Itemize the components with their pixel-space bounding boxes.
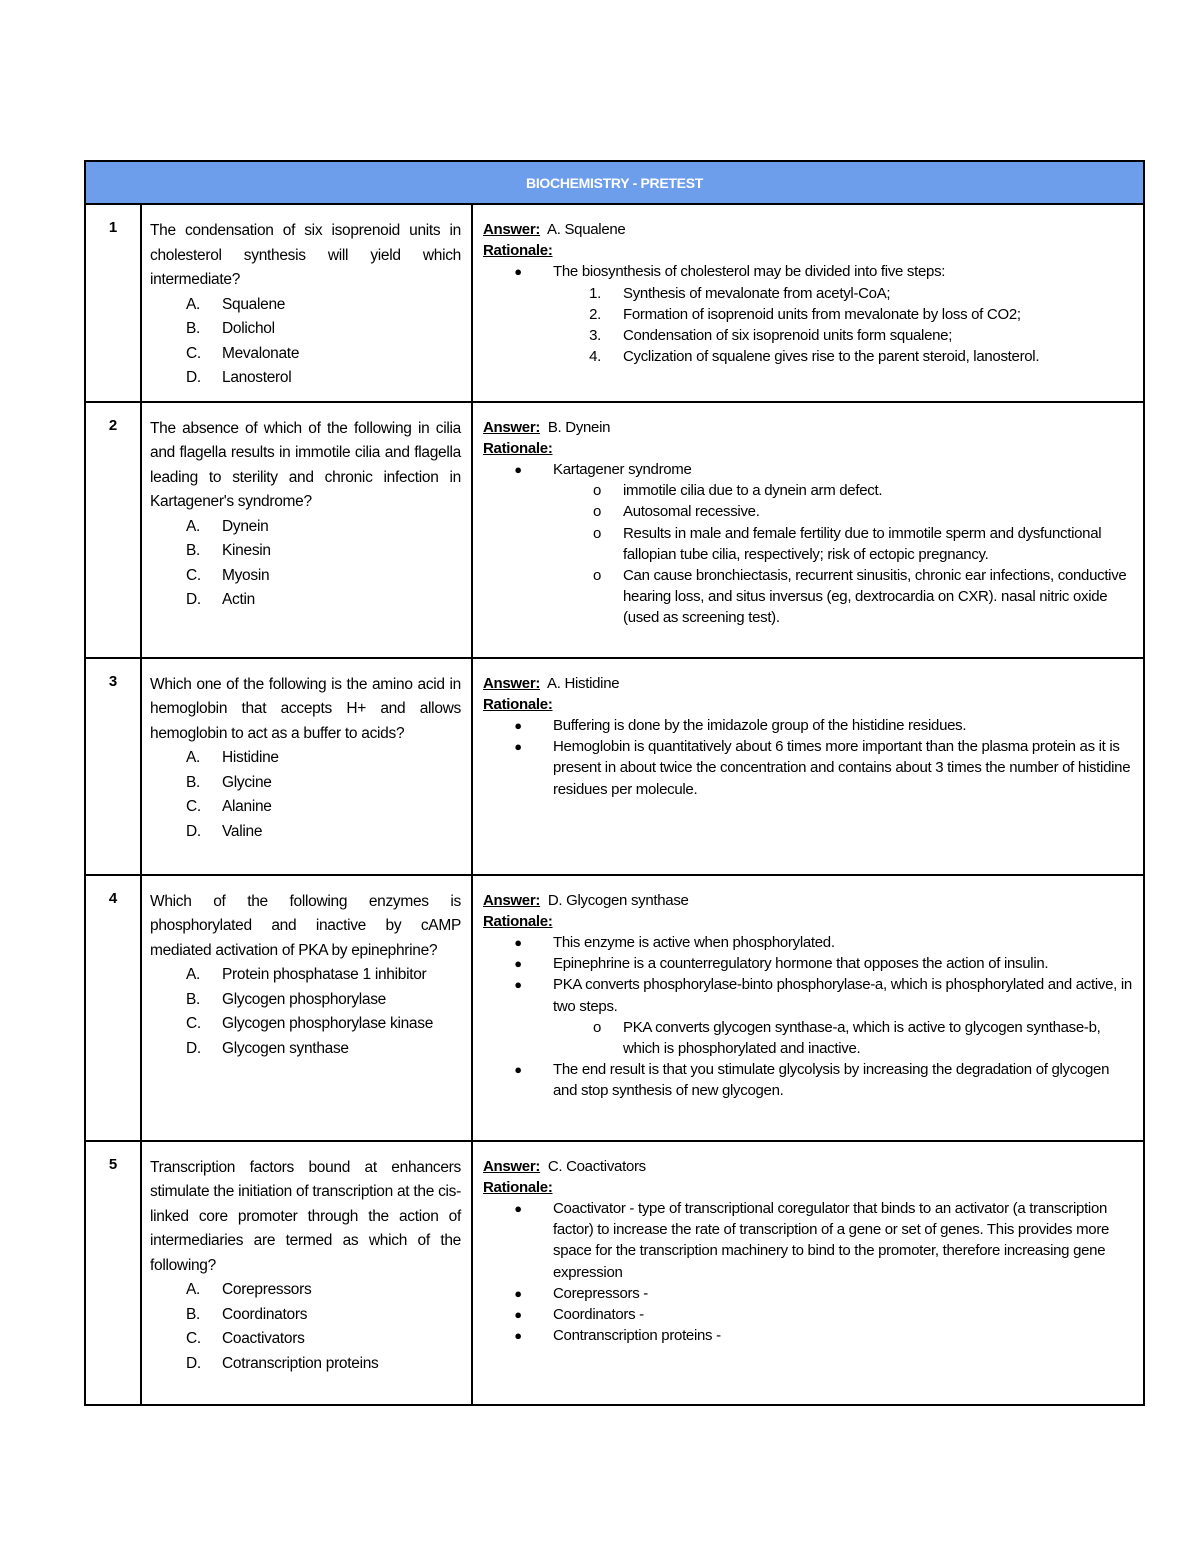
choice-list <box>150 963 461 1061</box>
choice-item: D. Lanosterol <box>186 369 292 386</box>
question-cell <box>141 1141 472 1405</box>
question-number: 2 <box>85 402 141 658</box>
choice-item: B. Glycine <box>186 773 272 791</box>
answer-cell <box>472 658 1144 875</box>
choice-item: A. Protein phosphatase 1 inhibitor <box>186 966 427 983</box>
choice-item: C. Mevalonate <box>186 344 300 362</box>
pretest-table <box>84 160 1145 1406</box>
bullet-item: ● Corepressors - <box>514 1284 648 1302</box>
choice-item: A. Squalene <box>186 295 286 313</box>
choice-list <box>150 515 461 613</box>
rationale-label: Rationale: <box>483 242 553 260</box>
rationale-label: Rationale: <box>483 912 553 930</box>
choice-item: B. Coordinators <box>186 1305 308 1323</box>
bullet-item: ● Epinephrine is a counterregulatory hormone that opposes the action of insulin. <box>514 955 1049 973</box>
question-cell <box>141 658 472 875</box>
choice-item: A. Dynein <box>186 517 269 535</box>
choice-item: C. Coactivators <box>186 1330 305 1347</box>
answer-line: Answer: B. Dynein <box>483 418 611 436</box>
choice-item: B. Dolichol <box>186 320 275 337</box>
bullet-item: ● The end result is that you stimulate glycolysis by increasing the degradation of glycogen and stop synthesis of new glycogen. <box>514 1061 1110 1100</box>
sub-item: 4. Cyclization of squalene gives rise to the parent steroid, lanosterol. <box>589 348 1040 366</box>
rationale-label: Rationale: <box>483 695 553 713</box>
table-row <box>85 875 1144 1141</box>
table-row <box>85 1141 1144 1405</box>
answer-cell <box>472 1141 1144 1405</box>
answer-cell <box>472 875 1144 1141</box>
bullet-item: ● Coactivator - type of transcriptional coregulator that binds to an activator (a transcription factor) to increase the rate of transcription of a gene or set of genes. This provides more space for the transcription machinery to bind to the promoter, therefore increasing gene expression <box>514 1199 1110 1281</box>
choice-item: C. Myosin <box>186 566 270 584</box>
bullet-item: ● The biosynthesis of cholesterol may be divided into five steps: <box>514 263 946 281</box>
sub-item: o immotile cilia due to a dynein arm defect. <box>592 482 883 500</box>
sub-item: 3. Condensation of six isoprenoid units form squalene; <box>589 327 953 345</box>
question-stem: The condensation of six isoprenoid units in cholesterol synthesis will yield which intermediate? <box>150 222 461 288</box>
choice-item: D. Actin <box>186 591 255 608</box>
answer-line: Answer: A. Squalene <box>483 221 626 238</box>
table-row <box>85 204 1144 402</box>
choice-item: B. Kinesin <box>186 542 271 559</box>
answer-cell <box>472 204 1144 402</box>
sub-item: o PKA converts glycogen synthase-a, which is active to glycogen synthase-b, which is phosphorylated and inactive. <box>592 1018 1101 1057</box>
question-stem: The absence of which of the following in cilia and flagella results in immotile cilia and flagella leading to sterility and chronic infection in Kartagener's syndrome? <box>150 419 461 510</box>
choice-list <box>150 293 461 391</box>
choice-item: B. Glycogen phosphorylase <box>186 990 387 1008</box>
bullet-item: ● This enzyme is active when phosphorylated. <box>514 933 835 951</box>
question-cell <box>141 204 472 402</box>
choice-item: C. Alanine <box>186 798 272 815</box>
choice-item: A. Histidine <box>186 749 279 766</box>
question-stem: Which one of the following is the amino acid in hemoglobin that accepts H+ and allows hemoglobin to act as a buffer to acids? <box>150 675 461 742</box>
choice-list <box>150 746 461 844</box>
question-stem: Transcription factors bound at enhancers stimulate the initiation of transcription at the cis-linked core promoter through the action of intermediaries are termed as which of the following? <box>150 1158 461 1274</box>
bullet-item: ● Hemoglobin is quantitatively about 6 times more important than the plasma protein as it is present in about twice the concentration and contains about 3 times the number of histidine residues per molecule. <box>514 738 1131 798</box>
sub-item: 1. Synthesis of mevalonate from acetyl-CoA; <box>589 284 891 302</box>
choice-item: C. Glycogen phosphorylase kinase <box>186 1015 434 1032</box>
question-number: 5 <box>85 1141 141 1405</box>
answer-line: Answer: A. Histidine <box>483 674 620 692</box>
answer-line: Answer: D. Glycogen synthase <box>483 891 689 909</box>
bullet-item: ● Kartagener syndrome <box>514 460 692 478</box>
choice-item: D. Cotranscription proteins <box>186 1354 379 1372</box>
sub-item: o Can cause bronchiectasis, recurrent sinusitis, chronic ear infections, conductive hearing loss, and situs inversus (eg, dextrocardia on CXR). nasal nitric oxide (used as screening test). <box>592 566 1127 627</box>
choice-item: D. Glycogen synthase <box>186 1039 349 1057</box>
sub-item: 2. Formation of isoprenoid units from mevalonate by loss of CO2; <box>589 305 1021 323</box>
table-row <box>85 402 1144 658</box>
question-number: 1 <box>85 204 141 402</box>
answer-line: Answer: C. Coactivators <box>483 1157 646 1175</box>
bullet-item: ● Coordinators - <box>514 1305 644 1323</box>
rationale-label: Rationale: <box>483 1178 553 1196</box>
question-number: 4 <box>85 875 141 1141</box>
bullet-item: ● Buffering is done by the imidazole group of the histidine residues. <box>514 716 967 734</box>
sub-item: o Autosomal recessive. <box>592 503 760 521</box>
choice-list <box>150 1278 461 1376</box>
choice-item: A. Corepressors <box>186 1281 312 1298</box>
bullet-item: ● Contranscription proteins - <box>514 1327 721 1345</box>
question-stem: Which of the following enzymes is phosphorylated and inactive by cAMP mediated activation of PKA by epinephrine? <box>150 892 461 959</box>
question-cell <box>141 402 472 658</box>
question-cell <box>141 875 472 1141</box>
choice-item: D. Valine <box>186 822 263 840</box>
table-row <box>85 658 1144 875</box>
bullet-item: ● PKA converts phosphorylase-binto phosphorylase-a, which is phosphorylated and active, in two steps. <box>514 976 1132 1015</box>
table-title: BIOCHEMISTRY - PRETEST <box>85 161 1144 204</box>
sub-item: o Results in male and female fertility due to immotile sperm and dysfunctional fallopian tube cilia, respectively; risk of ectopic pregnancy. <box>592 524 1102 563</box>
answer-cell <box>472 402 1144 658</box>
question-number: 3 <box>85 658 141 875</box>
rationale-label: Rationale: <box>483 439 553 457</box>
